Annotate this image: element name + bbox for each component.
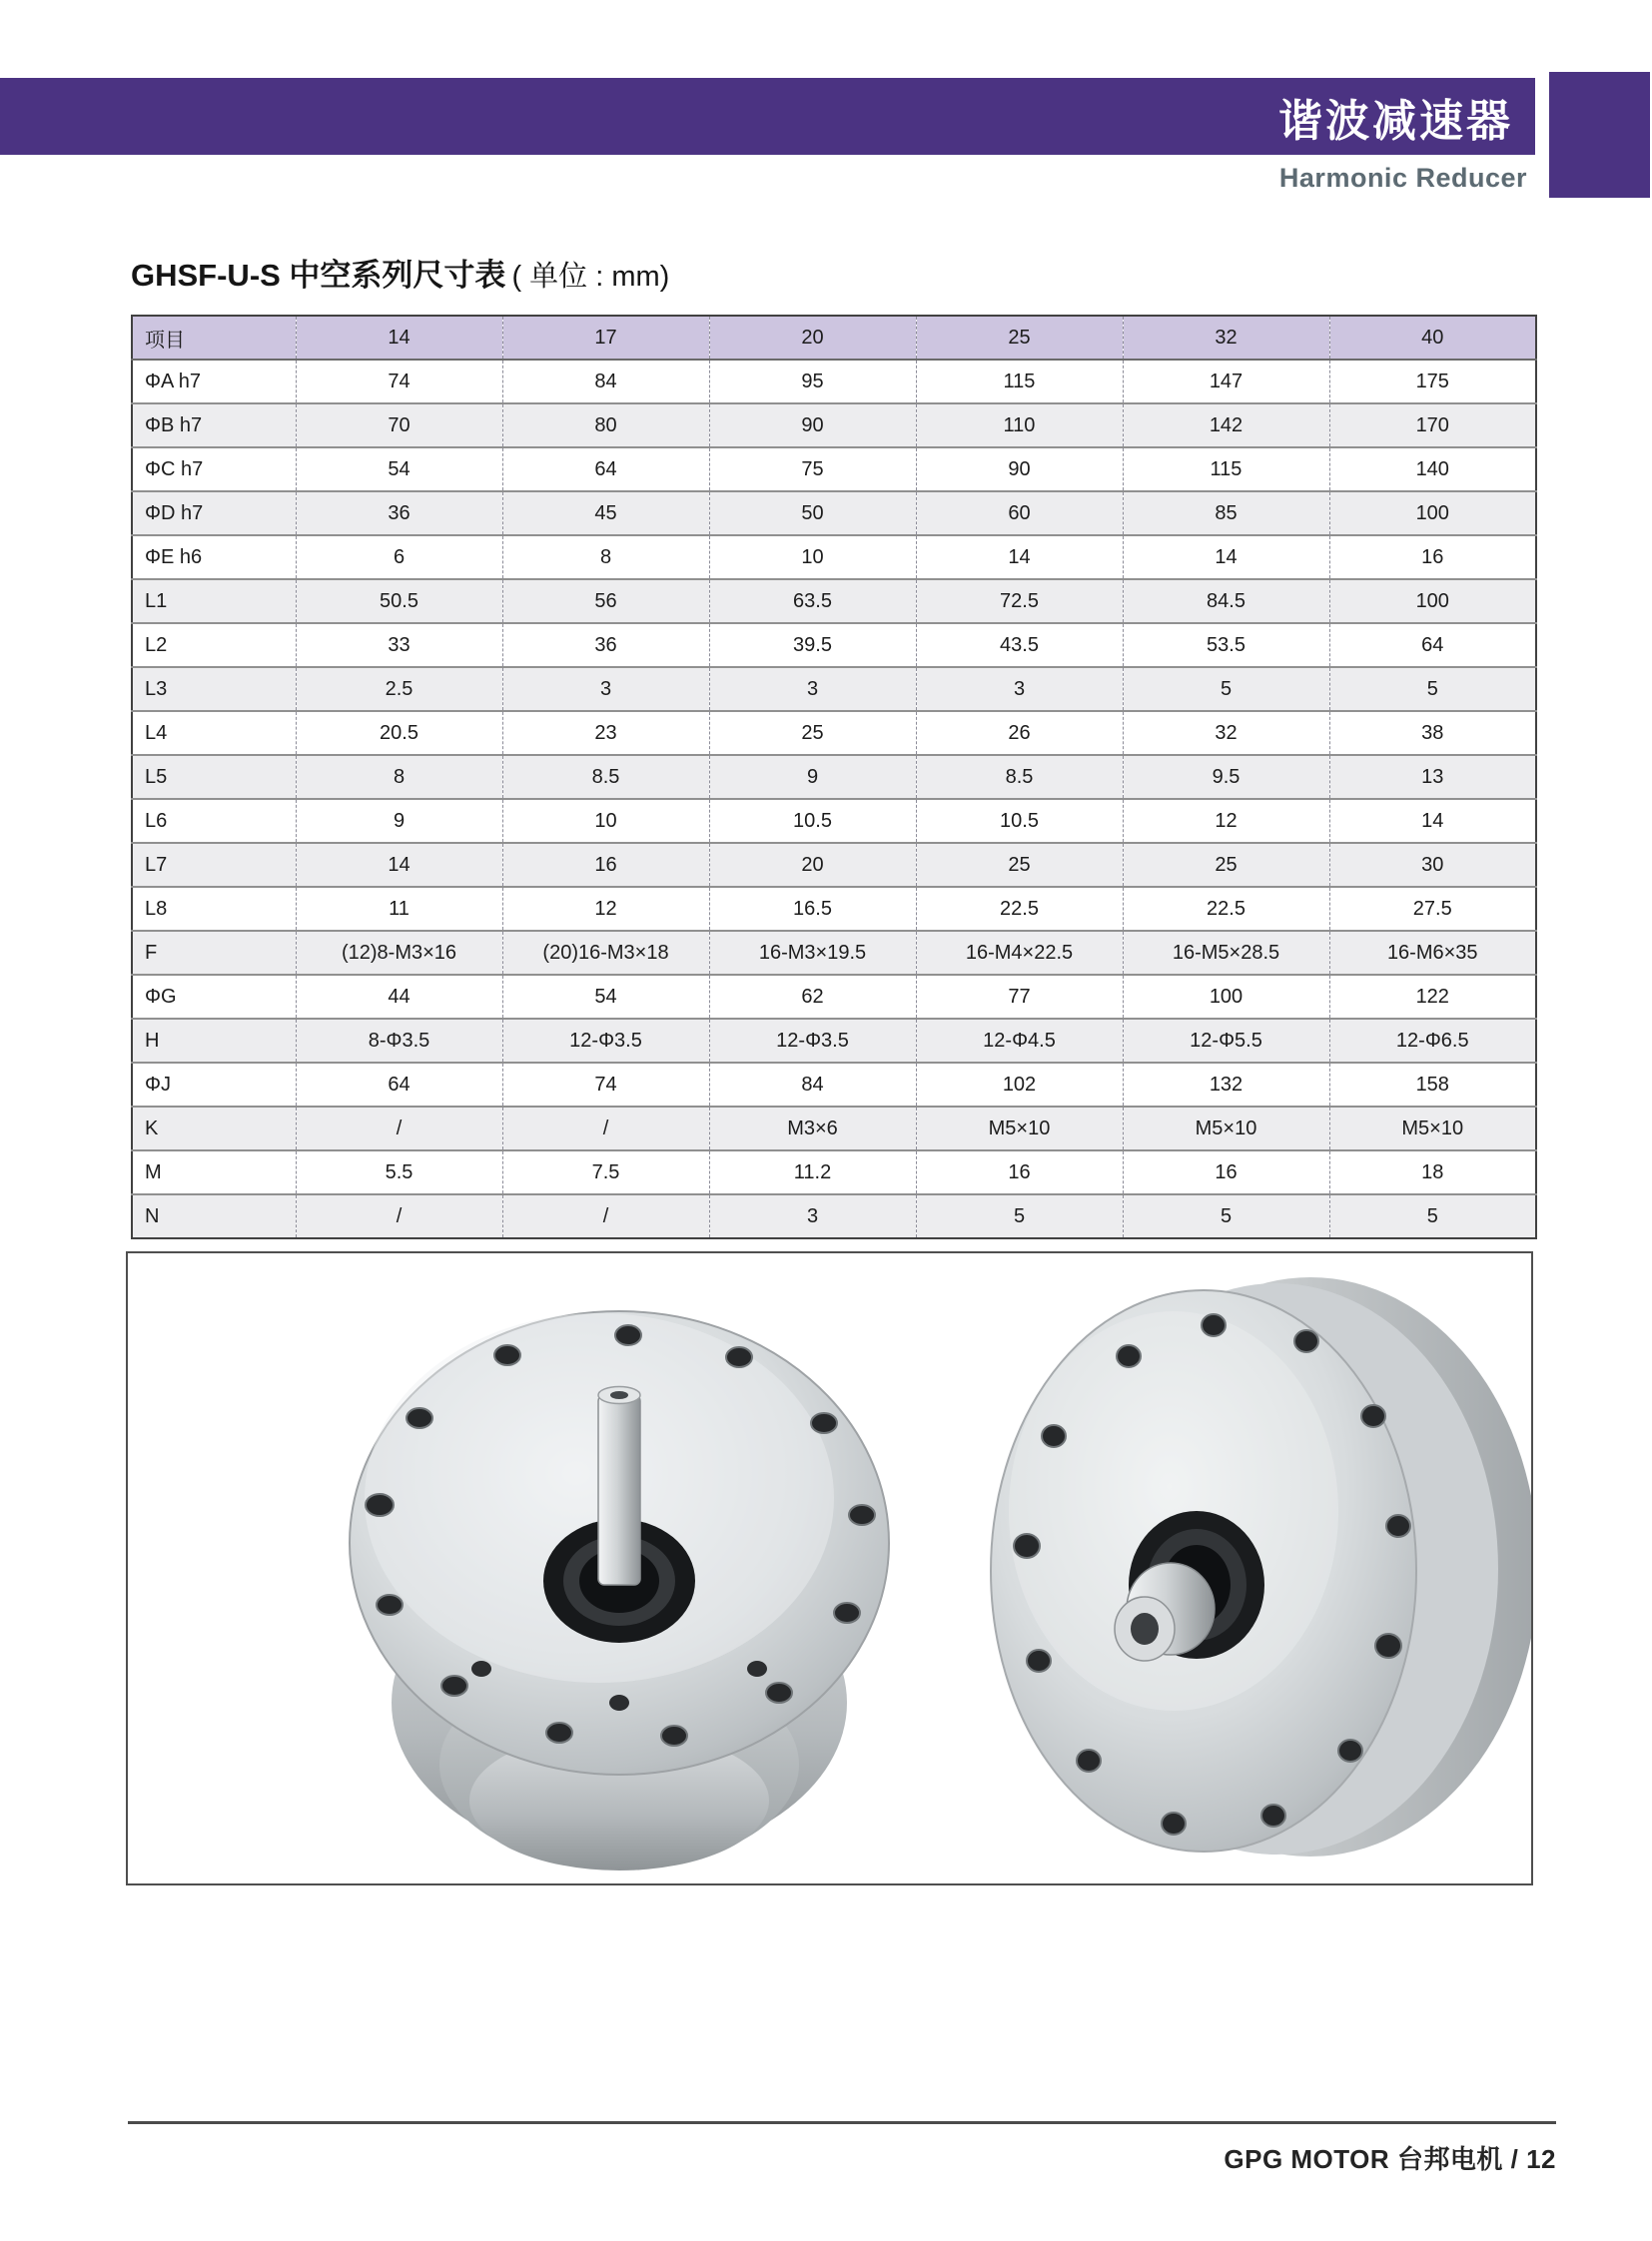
row-label: L3 (132, 667, 296, 711)
table-cell: 11.2 (709, 1150, 916, 1194)
table-cell: 85 (1123, 491, 1329, 535)
table-cell: M5×10 (1329, 1107, 1536, 1150)
table-row (132, 1019, 1536, 1063)
table-cell: 74 (502, 1063, 709, 1107)
table-cell: 43.5 (916, 623, 1123, 667)
table-cell: 12-Φ4.5 (916, 1019, 1123, 1063)
table-cell: 2.5 (296, 667, 502, 711)
table-cell: 75 (709, 447, 916, 491)
column-header-size: 40 (1329, 316, 1536, 360)
table-cell: 12-Φ3.5 (709, 1019, 916, 1063)
section-title (131, 250, 669, 295)
page-title: 谐波减速器 (1278, 96, 1513, 146)
table-cell: 12 (1123, 799, 1329, 843)
table-cell: 3 (709, 1194, 916, 1238)
product-photo-illustration (128, 1253, 1531, 1883)
table-cell: 9 (296, 799, 502, 843)
table-cell: 50 (709, 491, 916, 535)
table-cell: 60 (916, 491, 1123, 535)
row-label: ΦE h6 (132, 535, 296, 579)
table-body (132, 360, 1536, 1238)
table-cell: M3×6 (709, 1107, 916, 1150)
reducer-front-view-photo (991, 1277, 1531, 1857)
table-header (132, 316, 1536, 360)
column-header-size: 14 (296, 316, 502, 360)
table-cell: 12-Φ5.5 (1123, 1019, 1329, 1063)
page-header-banner (0, 78, 1535, 155)
table-row (132, 711, 1536, 755)
table-cell: 5 (1329, 667, 1536, 711)
dimensions-table (131, 315, 1537, 1239)
table-cell: 70 (296, 403, 502, 447)
table-cell: 3 (916, 667, 1123, 711)
table-cell: (12)8-M3×16 (296, 931, 502, 975)
table-header-row (132, 316, 1536, 360)
table-cell: 32 (1123, 711, 1329, 755)
table-cell: 132 (1123, 1063, 1329, 1107)
table-cell: 10 (502, 799, 709, 843)
table-cell: 100 (1329, 491, 1536, 535)
table-cell: 5.5 (296, 1150, 502, 1194)
row-label: ΦD h7 (132, 491, 296, 535)
table-cell: 84 (502, 360, 709, 403)
table-cell: 10 (709, 535, 916, 579)
table-cell: 8 (502, 535, 709, 579)
table-cell: 53.5 (1123, 623, 1329, 667)
table-cell: 64 (502, 447, 709, 491)
row-label: ΦA h7 (132, 360, 296, 403)
row-label: H (132, 1019, 296, 1063)
table-cell: 115 (1123, 447, 1329, 491)
row-label: ΦJ (132, 1063, 296, 1107)
table-cell: 147 (1123, 360, 1329, 403)
table-cell: 22.5 (916, 887, 1123, 931)
table-cell: 18 (1329, 1150, 1536, 1194)
table-cell: 14 (296, 843, 502, 887)
table-cell: 56 (502, 579, 709, 623)
row-label: ΦC h7 (132, 447, 296, 491)
table-cell: 23 (502, 711, 709, 755)
row-label: L2 (132, 623, 296, 667)
table-cell: 16 (502, 843, 709, 887)
row-label: L6 (132, 799, 296, 843)
footer-divider (128, 2121, 1556, 2124)
table-cell: 7.5 (502, 1150, 709, 1194)
table-cell: 16 (1329, 535, 1536, 579)
table-cell: 50.5 (296, 579, 502, 623)
table-cell: 12 (502, 887, 709, 931)
table-cell: 26 (916, 711, 1123, 755)
table-cell: 54 (296, 447, 502, 491)
footer-text: GPG MOTOR 台邦电机 / 12 (1224, 2144, 1556, 2174)
table-row (132, 1194, 1536, 1238)
table-cell: 16.5 (709, 887, 916, 931)
table-cell: 22.5 (1123, 887, 1329, 931)
table-cell: 158 (1329, 1063, 1536, 1107)
table-cell: 20 (709, 843, 916, 887)
table-cell: 27.5 (1329, 887, 1536, 931)
table-cell: 110 (916, 403, 1123, 447)
table-cell: 64 (296, 1063, 502, 1107)
table-cell: 62 (709, 975, 916, 1019)
row-label: M (132, 1150, 296, 1194)
table-row (132, 975, 1536, 1019)
table-cell: / (296, 1194, 502, 1238)
table-cell: (20)16-M3×18 (502, 931, 709, 975)
table-cell: 6 (296, 535, 502, 579)
column-header-item: 项目 (132, 316, 296, 360)
table-cell: / (502, 1194, 709, 1238)
table-cell: 90 (709, 403, 916, 447)
table-cell: 38 (1329, 711, 1536, 755)
table-cell: 33 (296, 623, 502, 667)
table-cell: 63.5 (709, 579, 916, 623)
table-cell: 84.5 (1123, 579, 1329, 623)
table-cell: 9 (709, 755, 916, 799)
header-accent-square (1549, 72, 1650, 198)
table-row (132, 1107, 1536, 1150)
row-label: N (132, 1194, 296, 1238)
table-cell: 36 (502, 623, 709, 667)
row-label: L1 (132, 579, 296, 623)
table-row (132, 931, 1536, 975)
table-cell: 142 (1123, 403, 1329, 447)
table-row (132, 623, 1536, 667)
table-row (132, 799, 1536, 843)
table-row (132, 360, 1536, 403)
column-header-size: 25 (916, 316, 1123, 360)
table-cell: 90 (916, 447, 1123, 491)
table-cell: 14 (1123, 535, 1329, 579)
row-label: L7 (132, 843, 296, 887)
table-cell: 175 (1329, 360, 1536, 403)
table-cell: 115 (916, 360, 1123, 403)
table-cell: 84 (709, 1063, 916, 1107)
table-cell: 25 (1123, 843, 1329, 887)
row-label: ΦB h7 (132, 403, 296, 447)
table-cell: 140 (1329, 447, 1536, 491)
table-cell: 5 (1329, 1194, 1536, 1238)
table-cell: 44 (296, 975, 502, 1019)
table-row (132, 843, 1536, 887)
table-cell: 8.5 (502, 755, 709, 799)
table-row (132, 447, 1536, 491)
table-cell: 8 (296, 755, 502, 799)
column-header-size: 17 (502, 316, 709, 360)
row-label: K (132, 1107, 296, 1150)
table-cell: 9.5 (1123, 755, 1329, 799)
table-cell: 11 (296, 887, 502, 931)
table-row (132, 403, 1536, 447)
product-photos-panel (126, 1251, 1533, 1885)
table-cell: 25 (916, 843, 1123, 887)
table-cell: 122 (1329, 975, 1536, 1019)
row-label: ΦG (132, 975, 296, 1019)
table-row (132, 491, 1536, 535)
table-row (132, 1063, 1536, 1107)
table-cell: / (502, 1107, 709, 1150)
table-cell: 72.5 (916, 579, 1123, 623)
reducer-top-view-photo (350, 1311, 889, 1870)
table-cell: 8-Φ3.5 (296, 1019, 502, 1063)
table-cell: 10.5 (916, 799, 1123, 843)
table-cell: 16-M4×22.5 (916, 931, 1123, 975)
table-cell: 20.5 (296, 711, 502, 755)
row-label: F (132, 931, 296, 975)
table-cell: 5 (1123, 667, 1329, 711)
section-title-unit: ( 单位 : mm) (511, 261, 670, 293)
table-row (132, 1150, 1536, 1194)
table-cell: 100 (1329, 579, 1536, 623)
table-cell: 16-M6×35 (1329, 931, 1536, 975)
table-cell: 3 (709, 667, 916, 711)
column-header-size: 20 (709, 316, 916, 360)
table-cell: M5×10 (1123, 1107, 1329, 1150)
page-subtitle: Harmonic Reducer (1278, 163, 1527, 193)
row-label: L5 (132, 755, 296, 799)
row-label: L4 (132, 711, 296, 755)
output-shaft (598, 1395, 640, 1585)
table-cell: 14 (1329, 799, 1536, 843)
section-title-text: GHSF-U-S 中空系列尺寸表 (131, 258, 506, 293)
table-cell: 16 (916, 1150, 1123, 1194)
table-cell: 100 (1123, 975, 1329, 1019)
table-cell: 39.5 (709, 623, 916, 667)
table-row (132, 535, 1536, 579)
table-cell: 16 (1123, 1150, 1329, 1194)
table-cell: 14 (916, 535, 1123, 579)
table-cell: 80 (502, 403, 709, 447)
table-cell: 3 (502, 667, 709, 711)
table-cell: 95 (709, 360, 916, 403)
column-header-size: 32 (1123, 316, 1329, 360)
table-cell: / (296, 1107, 502, 1150)
table-cell: 102 (916, 1063, 1123, 1107)
table-cell: 5 (916, 1194, 1123, 1238)
table-cell: 16-M5×28.5 (1123, 931, 1329, 975)
table-cell: 30 (1329, 843, 1536, 887)
table-row (132, 755, 1536, 799)
table-cell: 74 (296, 360, 502, 403)
table-row (132, 667, 1536, 711)
table-cell: 36 (296, 491, 502, 535)
table-cell: 13 (1329, 755, 1536, 799)
table-cell: 16-M3×19.5 (709, 931, 916, 975)
row-label: L8 (132, 887, 296, 931)
table-cell: 64 (1329, 623, 1536, 667)
table-cell: 5 (1123, 1194, 1329, 1238)
table-cell: 12-Φ6.5 (1329, 1019, 1536, 1063)
table-row (132, 887, 1536, 931)
table-cell: 10.5 (709, 799, 916, 843)
table-cell: 25 (709, 711, 916, 755)
table-cell: 54 (502, 975, 709, 1019)
table-cell: 170 (1329, 403, 1536, 447)
table-cell: M5×10 (916, 1107, 1123, 1150)
table-cell: 12-Φ3.5 (502, 1019, 709, 1063)
table-row (132, 579, 1536, 623)
table-cell: 45 (502, 491, 709, 535)
table-cell: 8.5 (916, 755, 1123, 799)
table-cell: 77 (916, 975, 1123, 1019)
